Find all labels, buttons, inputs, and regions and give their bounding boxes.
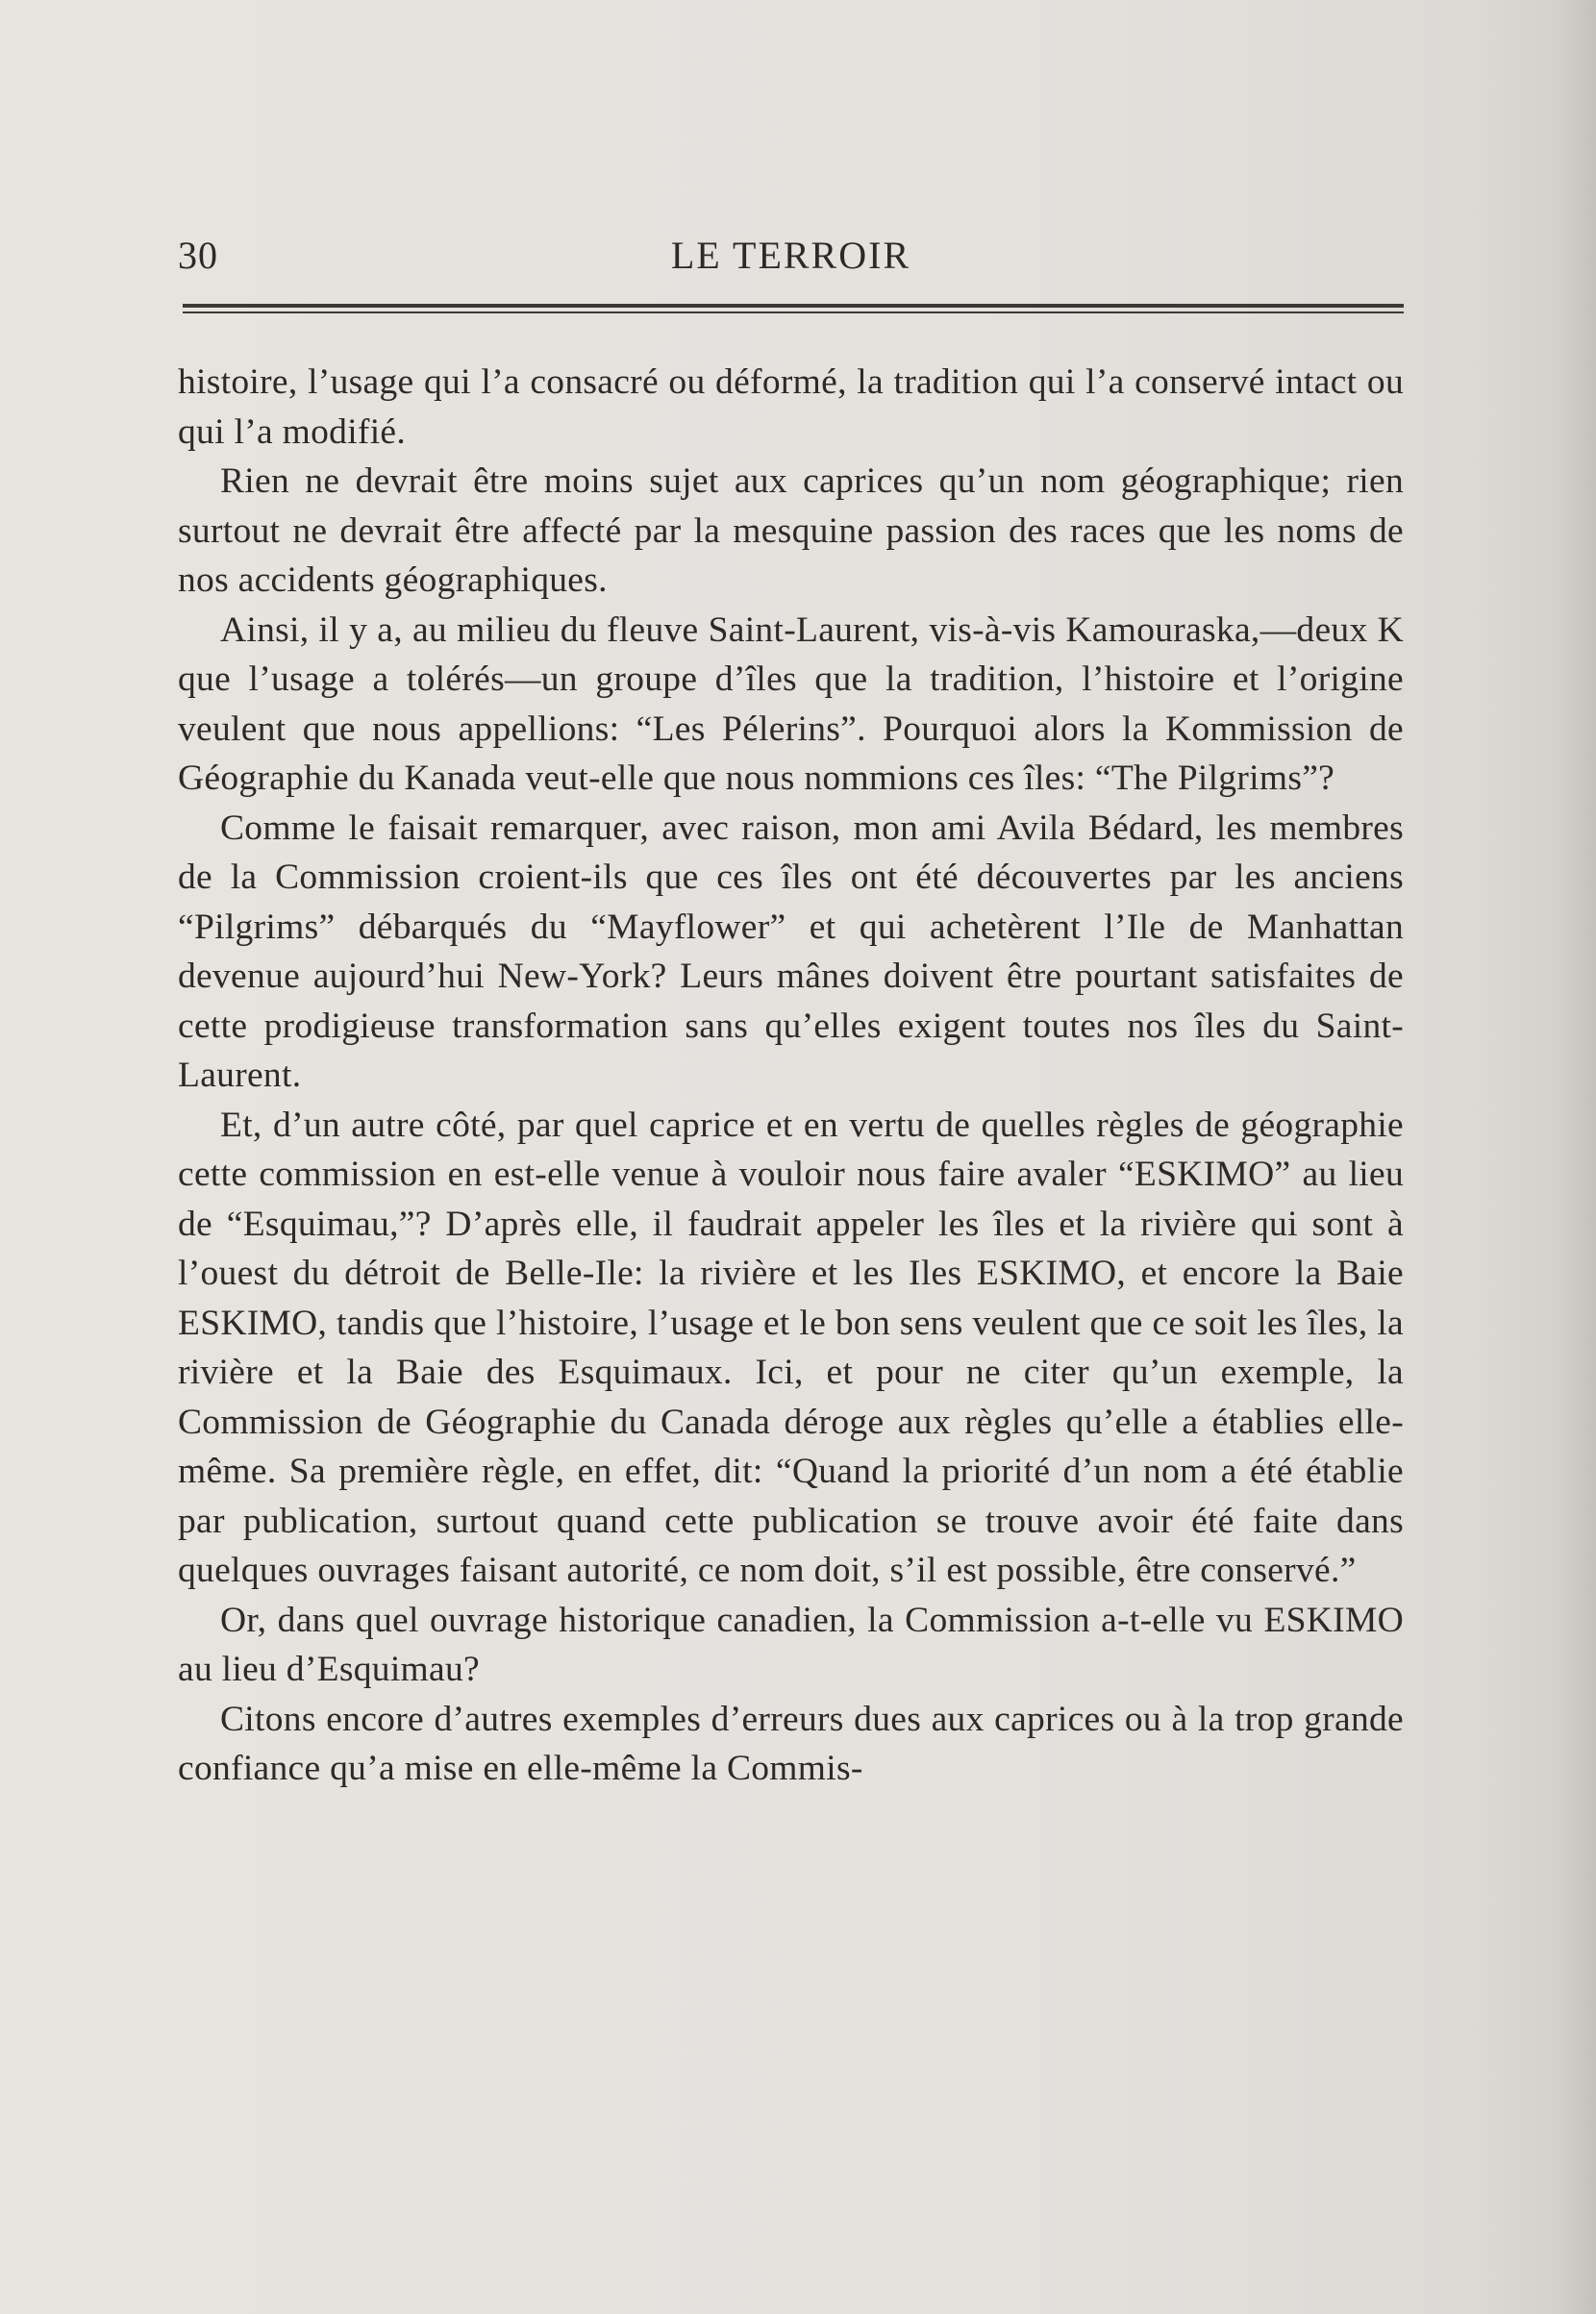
header-rule-thick	[183, 304, 1404, 308]
paragraph: Ainsi, il y a, au milieu du fleuve Saint-Laurent, vis-à-vis Kamouraska,—deux K que l’usage a tolérés—un groupe d’îles que la tradition, l’histoire et l’origine veulent que nous appellions: “Les Pélerins”. Pourquoi alors la Kommission de Géographie du Kanada veut-elle que nous nommions ces îles: “The Pilgrims”?	[178, 610, 1404, 798]
paragraph: Et, d’un autre côté, par quel caprice et en vertu de quelles règles de géographie cette commission en est-elle venue à vouloir nous faire avaler “ESKIMO” au lieu de “Esquimau,”? D’après elle, il faudrait appeler les îles et la rivière qui sont à l’ouest du détroit de Belle-Ile: la rivière et les Iles ESKIMO, et encore la Baie ESKIMO, tandis que l’histoire, l’usage et le bon sens veulent que ce soit les îles, la rivière et la Baie des Esquimaux. Ici, et pour ne citer qu’un exemple, la Commission de Géographie du Canada déroge aux règles qu’elle a établies elle-même. Sa première règle, en effet, dit: “Quand la priorité d’un nom a été établie par publication, surtout quand cette publication se trouve avoir été faite dans quelques ouvrages faisant autorité, ce nom doit, s’il est possible, être conservé.”	[178, 1105, 1404, 1590]
paragraph: Citons encore d’autres exemples d’erreurs dues aux caprices ou à la trop grande confiance qu’a mise en elle-même la Commis-	[178, 1699, 1404, 1788]
paragraph: Or, dans quel ouvrage historique canadien, la Commission a-t-elle vu ESKIMO au lieu d’Esquimau?	[178, 1600, 1404, 1689]
running-title: LE TERROIR	[670, 234, 911, 277]
paragraph-continued: histoire, l’usage qui l’a consacré ou déformé, la tradition qui l’a conservé intact ou qui l’a modifié.	[178, 362, 1404, 452]
header-rule-thin	[183, 311, 1404, 313]
paragraph: Comme le faisait remarquer, avec raison, mon ami Avila Bédard, les membres de la Commission croient-ils que ces îles ont été découvertes par les anciens “Pilgrims” débarqués du “Mayflower” et qui achetèrent l’Ile de Manhattan devenue aujourd’hui New-York? Leurs mânes doivent être pourtant satisfaites de cette prodigieuse transformation sans qu’elles exigent toutes nos îles du Saint-Laurent.	[178, 808, 1404, 1095]
page-edge-shadow	[1558, 0, 1596, 2314]
page-number: 30	[178, 234, 218, 277]
page-header	[178, 233, 1404, 290]
body-text	[178, 358, 1404, 1794]
paragraph: Rien ne devrait être moins sujet aux caprices qu’un nom géographique; rien surtout ne devrait être affecté par la mesquine passion des races que les noms de nos accidents géographiques.	[178, 461, 1404, 600]
